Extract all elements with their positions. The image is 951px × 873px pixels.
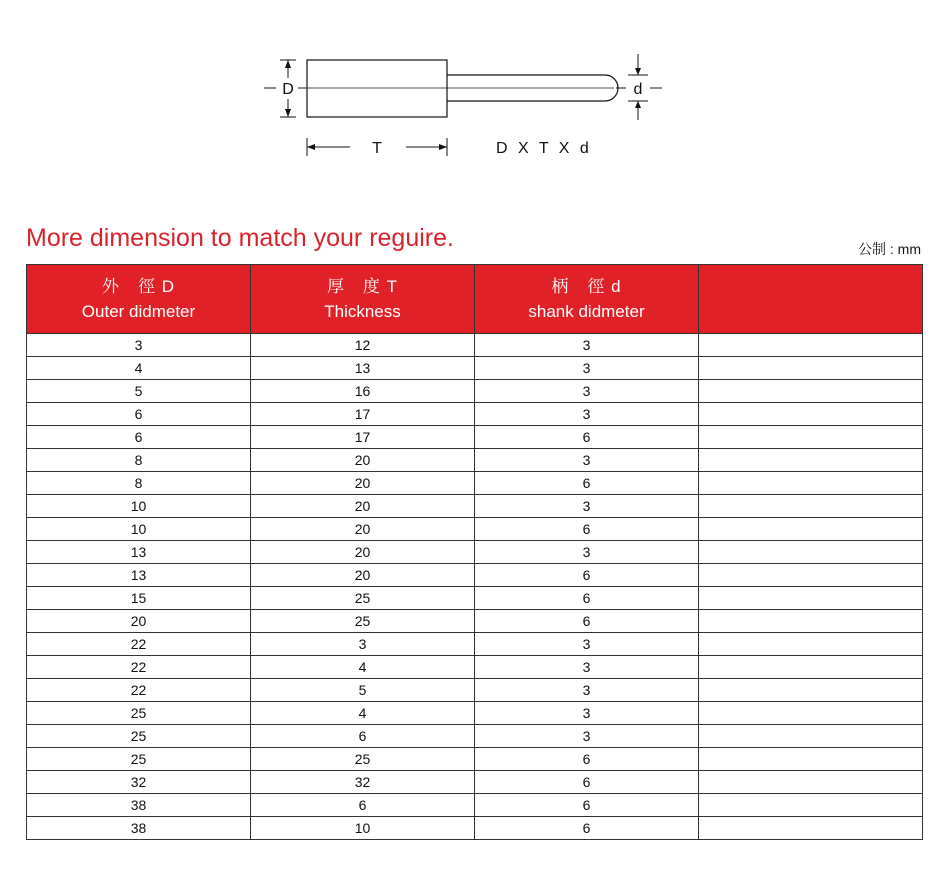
table-cell: [699, 702, 923, 725]
table-cell: 3: [475, 633, 699, 656]
table-row: [27, 610, 923, 633]
table-cell: [699, 357, 923, 380]
table-row: [27, 426, 923, 449]
table-cell: 25: [251, 610, 475, 633]
table-row: [27, 564, 923, 587]
table-cell: 6: [27, 426, 251, 449]
table-cell: 3: [475, 403, 699, 426]
table-cell: 32: [27, 771, 251, 794]
unit-label: 公制 : mm: [858, 241, 921, 257]
table-cell: 3: [475, 357, 699, 380]
table-row: [27, 403, 923, 426]
table-cell: 6: [251, 794, 475, 817]
table-row: [27, 794, 923, 817]
table-cell: 6: [27, 403, 251, 426]
table-cell: 16: [251, 380, 475, 403]
table-cell: 22: [27, 656, 251, 679]
table-row: [27, 357, 923, 380]
table-cell: [699, 679, 923, 702]
table-row: [27, 449, 923, 472]
table-cell: 3: [475, 334, 699, 357]
table-cell: 6: [475, 610, 699, 633]
table-cell: [699, 587, 923, 610]
table-cell: 22: [27, 633, 251, 656]
table-cell: 13: [27, 541, 251, 564]
table-cell: [699, 725, 923, 748]
table-cell: 8: [27, 449, 251, 472]
table-cell: [699, 426, 923, 449]
table-cell: 38: [27, 794, 251, 817]
headline: More dimension to match your reguire.: [26, 224, 454, 252]
dimension-drawing: [250, 48, 680, 168]
column-header: [27, 265, 251, 334]
table-cell: [699, 541, 923, 564]
table-cell: [699, 817, 923, 840]
column-header: [251, 265, 475, 334]
d-shank-label: d: [633, 81, 643, 98]
table-row: [27, 380, 923, 403]
d-outer-label: D: [282, 81, 294, 98]
table-cell: 13: [251, 357, 475, 380]
table-cell: 3: [475, 495, 699, 518]
column-header-en: shank didmeter: [528, 302, 645, 321]
table-cell: 20: [251, 472, 475, 495]
table-cell: 3: [475, 702, 699, 725]
table-row: [27, 748, 923, 771]
table-cell: 3: [475, 449, 699, 472]
table-cell: 20: [251, 495, 475, 518]
table-row: [27, 334, 923, 357]
table-body: [27, 334, 923, 840]
table-row: [27, 472, 923, 495]
table-cell: 15: [27, 587, 251, 610]
table-cell: 6: [475, 817, 699, 840]
table-cell: 20: [251, 564, 475, 587]
table-cell: [699, 495, 923, 518]
column-header-cn: 厚 度 T: [326, 277, 399, 296]
table-cell: 6: [251, 725, 475, 748]
table-cell: 17: [251, 403, 475, 426]
table-cell: 25: [27, 702, 251, 725]
column-header: [699, 265, 923, 334]
table-cell: [699, 656, 923, 679]
table-cell: 6: [475, 518, 699, 541]
table-cell: [699, 380, 923, 403]
table-row: [27, 771, 923, 794]
table-row: [27, 817, 923, 840]
table-cell: 6: [475, 794, 699, 817]
column-header-cn: 外 徑 D: [102, 277, 175, 296]
table-row: [27, 679, 923, 702]
table-row: [27, 702, 923, 725]
dimension-table: [26, 264, 923, 840]
formula-label: D X T X d: [496, 140, 592, 157]
table-cell: 20: [251, 518, 475, 541]
table-cell: [699, 794, 923, 817]
table-cell: [699, 633, 923, 656]
table-cell: 3: [475, 679, 699, 702]
table-cell: [699, 771, 923, 794]
table-cell: 13: [27, 564, 251, 587]
table-cell: 25: [251, 587, 475, 610]
table-cell: [699, 564, 923, 587]
table-cell: 12: [251, 334, 475, 357]
table-cell: [699, 472, 923, 495]
table-cell: 3: [475, 725, 699, 748]
table-row: [27, 587, 923, 610]
t-label: T: [372, 140, 382, 157]
table-row: [27, 518, 923, 541]
table-cell: 4: [251, 702, 475, 725]
table-cell: 38: [27, 817, 251, 840]
table-cell: 6: [475, 426, 699, 449]
column-header-cn: 柄 徑 d: [551, 277, 622, 296]
table-cell: 25: [27, 725, 251, 748]
table-cell: 5: [27, 380, 251, 403]
table-cell: [699, 334, 923, 357]
table-cell: 25: [251, 748, 475, 771]
table-cell: 10: [27, 495, 251, 518]
table-cell: 32: [251, 771, 475, 794]
table-cell: [699, 403, 923, 426]
table-cell: 6: [475, 472, 699, 495]
table-cell: 20: [251, 541, 475, 564]
table-cell: 6: [475, 748, 699, 771]
column-header-en: Outer didmeter: [81, 302, 196, 321]
table-cell: 4: [251, 656, 475, 679]
table-cell: 10: [251, 817, 475, 840]
table-row: [27, 725, 923, 748]
table-cell: 3: [475, 541, 699, 564]
table-cell: 4: [27, 357, 251, 380]
table-cell: 3: [475, 380, 699, 403]
table-cell: 22: [27, 679, 251, 702]
table-cell: 5: [251, 679, 475, 702]
table-cell: 20: [27, 610, 251, 633]
table-cell: [699, 449, 923, 472]
table-cell: [699, 610, 923, 633]
table-cell: 6: [475, 771, 699, 794]
column-header: [475, 265, 699, 334]
table-cell: [699, 748, 923, 771]
table-row: [27, 541, 923, 564]
table-cell: 20: [251, 449, 475, 472]
table-cell: 3: [27, 334, 251, 357]
table-cell: 17: [251, 426, 475, 449]
table-row: [27, 495, 923, 518]
table-row: [27, 633, 923, 656]
table-cell: [699, 518, 923, 541]
table-header-row: [27, 265, 923, 334]
table-cell: 3: [475, 656, 699, 679]
table-row: [27, 656, 923, 679]
table-cell: 6: [475, 564, 699, 587]
dimension-diagram: [250, 48, 680, 168]
table-cell: 8: [27, 472, 251, 495]
table-cell: 10: [27, 518, 251, 541]
table-cell: 25: [27, 748, 251, 771]
column-header-en: Thickness: [324, 302, 401, 321]
table-cell: 6: [475, 587, 699, 610]
table-cell: 3: [251, 633, 475, 656]
